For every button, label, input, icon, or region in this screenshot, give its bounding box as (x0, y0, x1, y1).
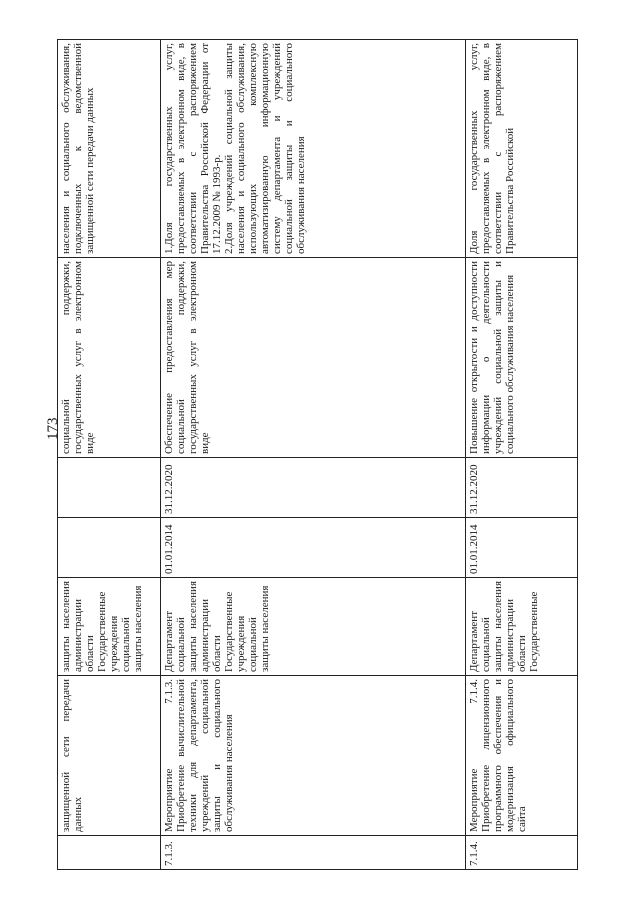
page-number: 173 (45, 417, 61, 440)
event-cell: Мероприятие 7.1.3. Приобретение вычислительной техники для департамента, учреждений социальной защиты и социального обслуживания населения (161, 676, 466, 836)
event-cell: защищенной сети передачи данных (58, 676, 161, 836)
row-number-cell (58, 836, 161, 870)
indicator-cell: Доля государственных услуг, предоставляемых в электронном виде, в соответствии с распоряжением Правительства Российской (466, 40, 578, 258)
end-date-cell (58, 458, 161, 518)
table-row (58, 40, 161, 870)
row-number-cell: 7.1.4. (466, 836, 578, 870)
executor-cell: защиты населения администрации области Государственные учреждения социальной защиты населения (58, 578, 161, 676)
rotated-table-sheet (57, 40, 577, 870)
result-cell: Обеспечение предоставления мер социальной поддержки, государственных услуг в электронном виде (161, 258, 466, 458)
executor-cell: Департамент социальной защиты населения администрации области Государственные учреждения социальной защиты населения (161, 578, 466, 676)
table-row (466, 40, 578, 870)
start-date-cell: 01.01.2014 (161, 518, 466, 578)
event-cell: Мероприятие 7.1.4. Приобретение лицензионного программного обеспечения и модернизация официального сайта (466, 676, 578, 836)
row-number-cell: 7.1.3. (161, 836, 466, 870)
end-date-cell: 31.12.2020 (466, 458, 578, 518)
start-date-cell: 01.01.2014 (466, 518, 578, 578)
table-row (161, 40, 466, 870)
end-date-cell: 31.12.2020 (161, 458, 466, 518)
start-date-cell (58, 518, 161, 578)
indicator-cell: 1.Доля государственных услуг, предоставляемых в электронном виде, в соответствии с распоряжением Правительства Российской Федерации от 17.12.2009 № 1993-р. 2.Доля учреждений социальной защиты населения и социального обслуживания, использующих комплексную автоматизированную информационную систему департамента и учреждений социальной защиты и социального обслуживания населения (161, 40, 466, 258)
result-cell: Повышение открытости и доступности информации о деятельности учреждений социальной защиты и социального обслуживания населения (466, 258, 578, 458)
result-cell: социальной поддержки, государственных услуг в электронном виде (58, 258, 161, 458)
indicator-cell: населения и социального обслуживания, подключенных к ведомственной защищенной сети передачи данных (58, 40, 161, 258)
program-table (57, 39, 578, 870)
executor-cell: Департамент социальной защиты населения администрации области Государственные (466, 578, 578, 676)
